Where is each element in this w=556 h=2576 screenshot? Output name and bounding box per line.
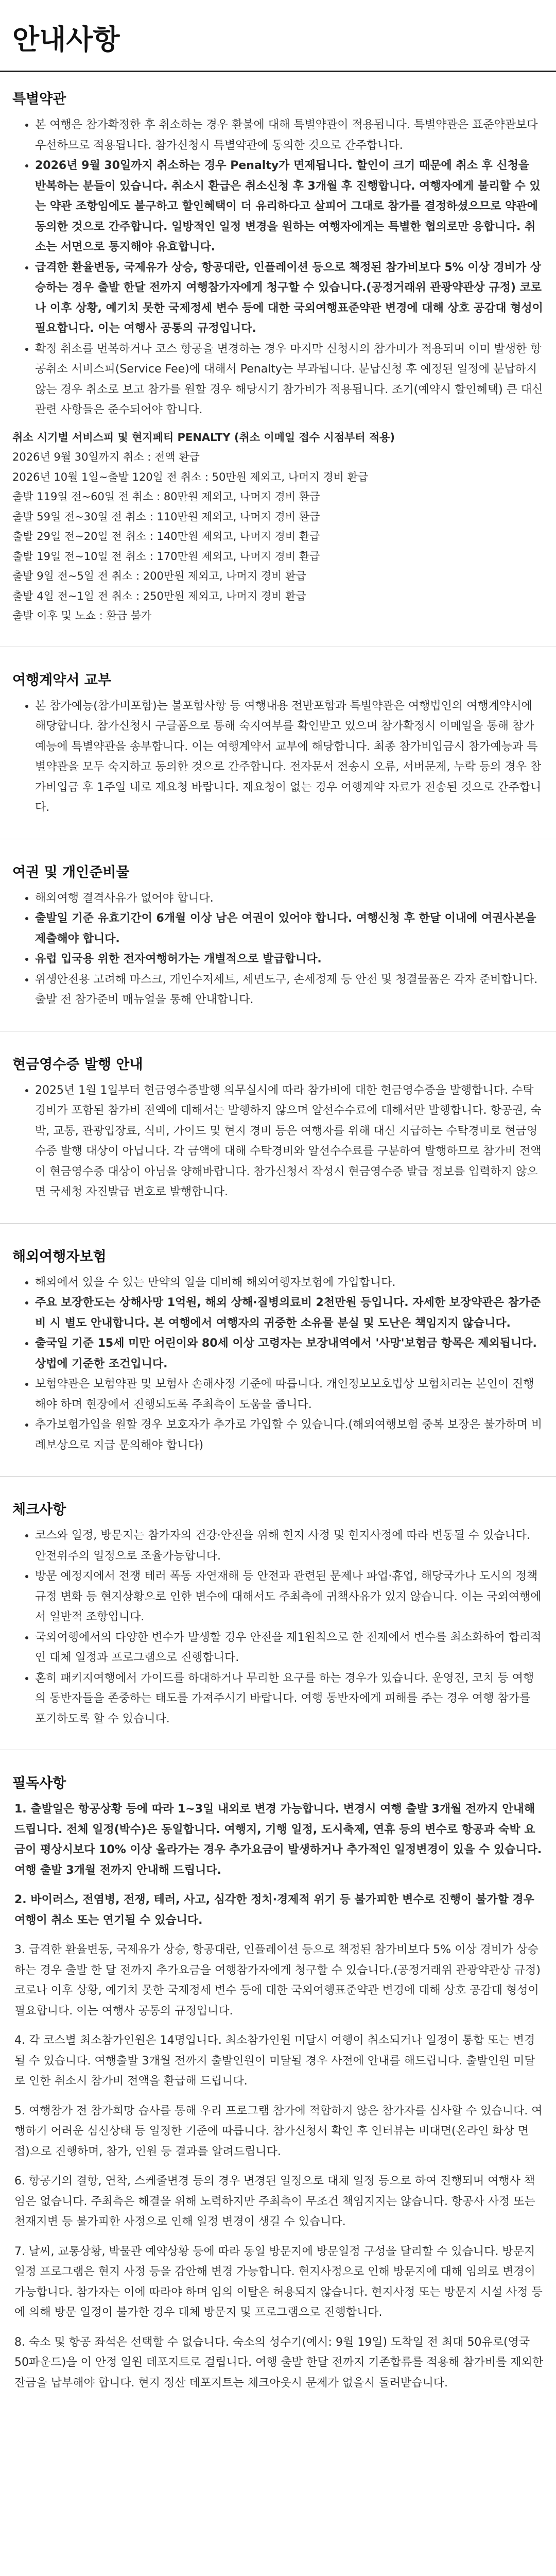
list-item: • 주요 보장한도는 상해사망 1억원, 해외 상해·질병의료비 2천만원 등입니다. 자세한 보장약관은 참가준비 시 별도 안내합니다. 본 여행에서 여행자의 귀중한 소유물 분실 및 도난은 책임지지 않습니다. [35, 1293, 544, 1333]
list-item: • 혼히 패키지여행에서 가이드를 하대하거나 무리한 요구를 하는 경우가 있습니다. 운영진, 코치 등 여행의 동반자들을 존중하는 태도를 가져주시기 바랍니다. 여행 동반자에게 피해를 주는 경우 여행 참가를 포기하도록 할 수 있습니다. [35, 1668, 544, 1730]
list-item: • 해외에서 있을 수 있는 만약의 일을 대비해 해외여행자보험에 가입합니다. [35, 1273, 544, 1293]
list-item: • 해외여행 결격사유가 없어야 합니다. [35, 888, 544, 909]
list-item: • 2025년 1월 1일부터 현금영수증발행 의무실시에 따라 참가비에 대한 현금영수증을 발행합니다. 수탁경비가 포함된 참가비 전액에 대해서는 발행하지 않으며 알선수수료에 대해서만 발행합니다. 항공권, 숙박, 교통, 관광입장료, 식비, 가이드 및 현지 경비 등은 여행자를 위해 대신 지급하는 수탁경비로 현금영수증 발행 대상이 아닙니다. 각 금액에 대해 수탁경비와 알선수수료를 구분하여 발행하므로 참가비 전액이 현금영수증 대상이 아님을 양해바랍니다. 참가신청서 작성시 현금영수증 발급 정보를 입력하지 않으면 국세청 자진발급 번호로 발행합니다. [35, 1080, 544, 1202]
table-row: 출발 119일 전~60일 전 취소 : 80만원 제외고, 나머지 경비 환급 [12, 490, 320, 503]
notes-section [0, 1772, 556, 2393]
cancellation-table-title: 취소 시기별 서비스피 및 현지페티 PENALTY (취소 이메일 접수 시점부터 적용) [12, 431, 395, 444]
check-section [0, 1498, 556, 1729]
special-terms-section [0, 88, 556, 626]
page-title: 안내사항 [0, 0, 556, 72]
check-heading: 체크사항 [12, 1502, 66, 1518]
list-item: • 급격한 환율변동, 국제유가 상승, 항공대란, 인플레이션 등으로 책정된 참가비보다 5% 이상 경비가 상승하는 경우 출발 한달 전까지 여행참가자에게 청구할 수 있습니다.(공정거래위 관광약관상 규정) 코로나 이후 상황, 예기치 못한 국제정세 변수 등에 대한 국외여행표준약관 변경에 대해 상호 공감대 형성이 필요합니다. 이는 여행사 공통의 규정입니다. [35, 258, 544, 339]
list-item: • 추가보험가입을 원할 경우 보호자가 추가로 가입할 수 있습니다.(해외여행보험 중복 보장은 불가하며 비례보상으로 지급 문의해야 합니다) [35, 1415, 544, 1455]
list-item: • 본 여행은 참가확정한 후 취소하는 경우 환불에 대해 특별약관이 적용됩니다. 특별약관은 표준약관보다 우선하므로 적용됩니다. 참가신청시 특별약관에 동의한 것으로 간주합니다. [35, 115, 544, 156]
section-divider [0, 1223, 556, 1224]
list-item: • 출국일 기준 15세 미만 어린이와 80세 이상 고령자는 보장내역에서 '사망'보험금 항목은 제외됩니다. 상법에 기준한 조건입니다. [35, 1333, 544, 1374]
special-terms-list [12, 115, 544, 420]
passport-list [12, 888, 544, 1010]
table-row: 출발 이후 및 노쇼 : 환급 불가 [12, 609, 152, 622]
list-item: • 확정 취소를 번복하거나 코스 항공을 변경하는 경우 마지막 신청시의 참가비가 적용되며 이미 발생한 항공취소 서비스피(Service Fee)에 대해서 Penalty는 부과됩니다. 분납신청 후 예정된 일정에 분납하지 않는 경우 취소로 보고 참가를 원할 경우 해당시기 참가비가 적용됩니다. 조기(예약시 할인혜택) 큰 대신 관련 사항들은 준수되어야 합니다. [35, 339, 544, 420]
list-item: • 유럽 입국용 위한 전자여행허가는 개별적으로 발급합니다. [35, 949, 544, 970]
list-item: 4. 각 코스별 최소참가인원은 14명입니다. 최소참가인원 미달시 여행이 취소되거나 일정이 통합 또는 변경될 수 있습니다. 여행출발 3개월 전까지 출발인원이 미달될 경우 사전에 안내를 해드립니다. 출발인원 미달로 인한 취소시 참가비 전액을 환급해 드립니다. [14, 2034, 535, 2088]
list-item: • 코스와 일정, 방문지는 참가자의 건강·안전을 위해 현지 사정 및 현지사정에 따라 변동될 수 있습니다. 안전위주의 일정으로 조율가능합니다. [35, 1526, 544, 1566]
list-item: 5. 여행참가 전 참가희망 습사를 통해 우리 프로그램 참가에 적합하지 않은 참가자를 심사할 수 있습니다. 여행하기 어려운 심신상태 등 일정한 기준에 따릅니다. 참가신청서 확인 후 인터뷰는 비대면(온라인 화상 면접)으로 진행하며, 참가, 인원 등 결과를 알려드립니다. [14, 2104, 543, 2158]
contract-section [0, 669, 556, 818]
table-row: 출발 59일 전~30일 전 취소 : 110만원 제외고, 나머지 경비 환급 [12, 510, 320, 523]
table-row: 출발 19일 전~10일 전 취소 : 170만원 제외고, 나머지 경비 환급 [12, 550, 320, 563]
contract-list [12, 696, 544, 818]
list-item: • 보험약관은 보험약관 및 보험사 손해사정 기준에 따릅니다. 개인정보보호법상 보험처리는 본인이 진행해야 하며 현장에서 진행되도록 주최측이 도움을 줍니다. [35, 1374, 544, 1415]
list-item: • 국외여행에서의 다양한 변수가 발생할 경우 안전을 제1원칙으로 한 전제에서 변수를 최소화하여 합리적인 대체 일정과 프로그램으로 진행합니다. [35, 1628, 544, 1668]
travel-insurance-section [0, 1245, 556, 1456]
list-item: • 위생안전용 고려해 마스크, 개인수저세트, 세면도구, 손세정제 등 안전 및 청결물품은 각자 준비합니다. 출발 전 참가준비 매뉴얼을 통해 안내합니다. [35, 970, 544, 1010]
notes-heading: 필독사항 [12, 1775, 66, 1791]
list-item: 7. 날씨, 교통상황, 박물관 예약상황 등에 따라 동일 방문지에 방문일정 구성을 달리할 수 있습니다. 방문지 일정 프로그램은 현지 사정 등을 감안해 변경 가능합니다. 현지사정으로 인해 방문지에 대해 임의로 변경이 가능합니다. 참가자는 이에 따라야 하며 임의 이탈은 허용되지 않습니다. 현지사정 또는 방문지 시설 사정 등에 의해 방문 일정이 불가한 경우 대체 방문지 및 프로그램으로 진행합니다. [14, 2245, 543, 2319]
list-item: • 출발일 기준 유효기간이 6개월 이상 남은 여권이 있어야 합니다. 여행신청 후 한달 이내에 여권사본을 제출해야 합니다. [35, 908, 544, 949]
passport-heading: 여권 및 개인준비물 [12, 864, 130, 880]
receipt-list [12, 1080, 544, 1202]
list-item: 1. 출발일은 항공상황 등에 따라 1~3일 내외로 변경 가능합니다. 변경시 여행 출발 3개월 전까지 안내해 드립니다. 전체 일정(박수)은 동일합니다. 여행지, 기행 일정, 도시축제, 연휴 등의 변수로 항공과 숙박 요금이 평상시보다 10% 이상 올라가는 경우 추가요금이 발생하거나 추가적인 일정변경이 있을 수 있습니다. 여행 출발 3개월 전까지 안내해 드립니다. [14, 1803, 542, 1877]
table-row: 2026년 10월 1일~출발 120일 전 취소 : 50만원 제외고, 나머지 경비 환급 [12, 470, 369, 483]
table-row: 2026년 9월 30일까지 취소 : 전액 환급 [12, 451, 200, 463]
receipt-section [0, 1053, 556, 1202]
list-item: • 방문 예정지에서 전쟁 테러 폭동 자연재해 등 안전과 관련된 문제나 파업·휴업, 해당국가나 도시의 정책 규정 변화 등 현지상황으로 인한 변수에 대해서도 주최측에 귀책사유가 있지 않습니다. 이는 국외여행에서 일반적 조항입니다. [35, 1566, 544, 1628]
cancellation-table [12, 428, 544, 626]
section-divider [0, 1476, 556, 1477]
receipt-heading: 현금영수증 발행 안내 [12, 1056, 143, 1073]
list-item: • 2026년 9월 30일까지 취소하는 경우 Penalty가 면제됩니다. 할인이 크기 때문에 취소 후 신청을 반복하는 분들이 있습니다. 취소시 환급은 취소신청 후 3개월 후 진행합니다. 여행자에게 불리할 수 있는 약관 조항임에도 불구하고 할인혜택이 더 유리하다고 살피어 그대로 참가를 결정하셨으므로 약관에 동의한 것으로 간주합니다. 일방적인 일정 변경을 원하는 여행자에게는 특별한 협의로만 응합니다. 취소는 서면으로 통지해야 유효합니다. [35, 156, 544, 258]
list-item: 8. 숙소 및 항공 좌석은 선택할 수 없습니다. 숙소의 성수기(예시: 9월 19일) 도착일 전 최대 50유로(영국 50파운드)을 이 안정 일원 데포지트로 걸립니다. 여행 출발 한달 전까지 기존합류를 적용해 참가비를 제외한 잔금을 납부해야 합니다. 현지 정산 데포지트는 체크아웃시 문제가 없을시 돌려받습니다. [14, 2335, 544, 2389]
list-item: 2. 바이러스, 전염병, 전쟁, 테러, 사고, 심각한 정치·경제적 위기 등 불가피한 변수로 진행이 불가할 경우 여행이 취소 또는 연기될 수 있습니다. [14, 1893, 534, 1927]
list-item: 3. 급격한 환율변동, 국제유가 상승, 항공대란, 인플레이션 등으로 책정된 참가비보다 5% 이상 경비가 상승하는 경우 출발 한 달 전까지 추가요금을 여행참가자에게 청구할 수 있습니다.(공정거래위 관광약관상 규정) 코로나 이후 상황, 예기치 못한 국제정세 변수 등에 대한 국외여행표준약관 변경에 대해 상호 공감대 형성이 필요합니다. 이는 여행사 공통의 규정입니다. [14, 1943, 541, 2018]
travel-insurance-heading: 해외여행자보험 [12, 1248, 107, 1265]
list-item: • 본 참가예능(참가비포함)는 불포함사항 등 여행내용 전반포함과 특별약관은 여행법인의 여행계약서에 해당합니다. 참가신청시 구글폼으로 통해 숙지여부를 확인받고 있으며 참가확정시 이메일을 통해 참가예능에 특별약관을 송부합니다. 이는 여행계약서 교부에 해당합니다. 최종 참가비입금시 참가예능과 특별약관을 모두 숙지하고 동의한 것으로 간주합니다. 전자문서 전송시 오류, 서버문제, 누락 등의 경우 참가비입금 후 1주일 내로 재요청 바랍니다. 재요청이 없는 경우 여행계약 자료가 전송된 것으로 간주합니다. [35, 696, 544, 818]
passport-section [0, 861, 556, 1010]
special-terms-heading: 특별약관 [12, 91, 66, 107]
check-list [12, 1526, 544, 1729]
travel-insurance-list [12, 1273, 544, 1456]
notes-list [12, 1799, 544, 2393]
table-row: 출발 4일 전~1일 전 취소 : 250만원 제외고, 나머지 경비 환급 [12, 589, 306, 602]
table-row: 출발 29일 전~20일 전 취소 : 140만원 제외고, 나머지 경비 환급 [12, 530, 320, 543]
list-item: 6. 항공기의 결항, 연착, 스케줄변경 등의 경우 변경된 일정으로 대체 일정 등으로 하여 진행되며 여행사 책임은 없습니다. 주최측은 해결을 위해 노력하지만 주최측이 무조건 책임지지는 않습니다. 항공사 사정 또는 천재지변 등 불가피한 사정으로 인해 일정 변경이 생길 수 있습니다. [14, 2175, 535, 2228]
contract-heading: 여행계약서 교부 [12, 672, 111, 688]
table-row: 출발 9일 전~5일 전 취소 : 200만원 제외고, 나머지 경비 환급 [12, 570, 306, 582]
